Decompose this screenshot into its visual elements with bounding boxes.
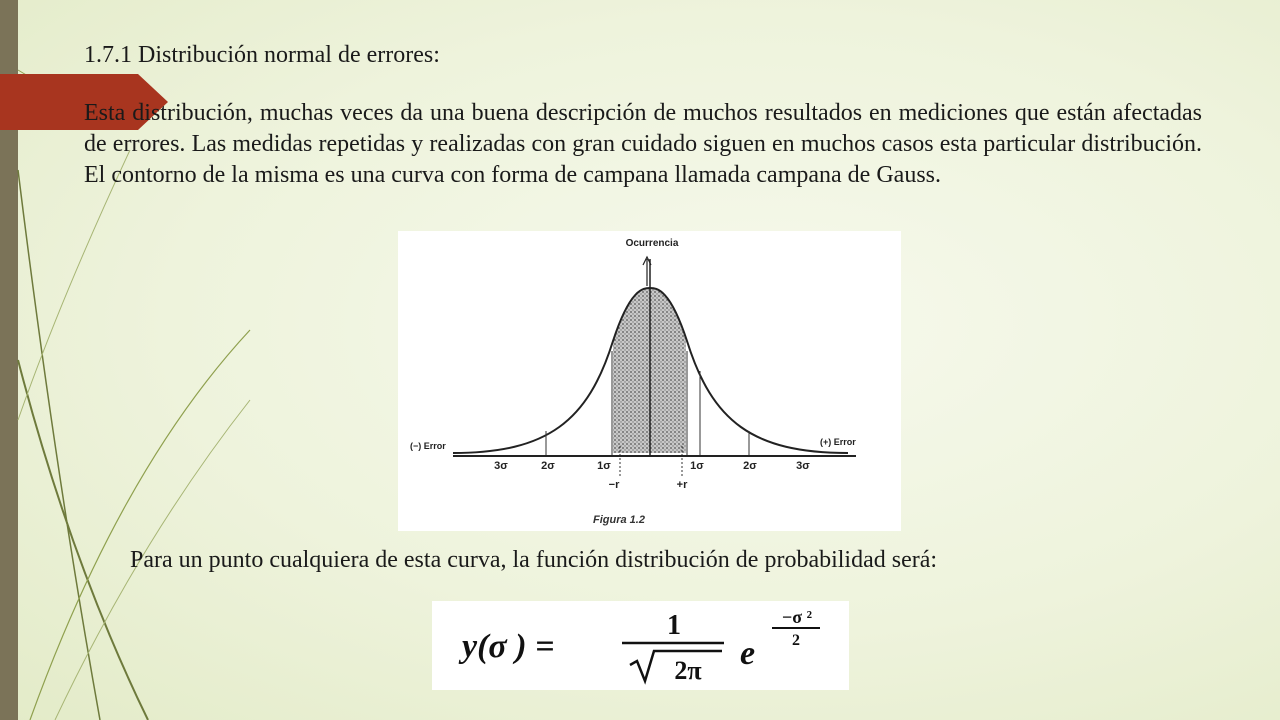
formula-exp-denominator: 2 [792, 632, 800, 649]
formula-lhs: y(σ ) = [462, 628, 555, 665]
tick-label: 1σ [690, 460, 704, 472]
formula-base: e [740, 635, 756, 672]
formula-exp-numerator: −σ ² [782, 607, 812, 627]
formula-denominator: 2π [674, 656, 702, 685]
tick-label: 1σ [597, 460, 611, 472]
negative-error-label: (−) Error [410, 441, 446, 451]
gauss-figure [398, 231, 901, 531]
probability-formula [432, 601, 849, 690]
caption-text: Para un punto cualquiera de esta curva, la función distribución de probabilidad será: [130, 547, 938, 573]
y-axis-label: Ocurrencia [625, 238, 679, 249]
formula-numerator: 1 [667, 610, 681, 641]
tick-label: 2σ [541, 460, 555, 472]
tick-label: 3σ [796, 460, 810, 472]
neg-r-label: −r [608, 479, 620, 491]
figure-label: Figura 1.2 [593, 514, 645, 526]
pos-r-label: +r [676, 479, 688, 491]
positive-error-label: (+) Error [820, 437, 856, 447]
body-paragraph: Esta distribución, muchas veces da una buena descripción de muchos resultados en mediciones que están afectadas de errores. Las medidas repetidas y realizadas con gran cuidado siguen en muchos casos esta particular distribución. El contorno de la misma es una curva con forma de campana llamada campana de Gauss. [84, 100, 1202, 188]
tick-label: 2σ [743, 460, 757, 472]
slide-heading: 1.7.1 Distribución normal de errores: [84, 42, 440, 68]
tick-label: 3σ [494, 460, 508, 472]
